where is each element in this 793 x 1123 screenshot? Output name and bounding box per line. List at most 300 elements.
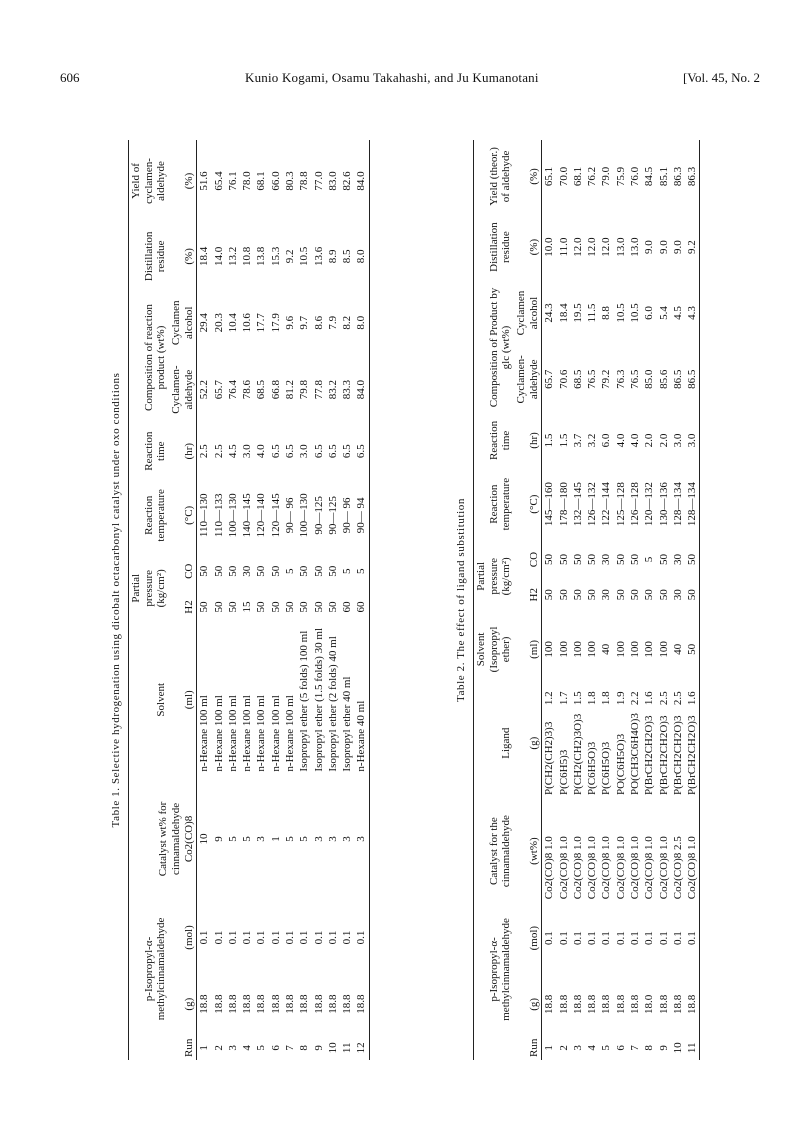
t2-sub-alcohol: Cyclamen alcohol <box>514 290 540 336</box>
t2-unit-residue: (%) <box>527 238 540 256</box>
table-cell: 5 <box>283 836 296 842</box>
table-cell: 76.0 <box>628 166 641 187</box>
table-cell: 12.0 <box>600 237 613 257</box>
table-cell: 1.7 <box>557 691 570 706</box>
table-cell: 8.0 <box>355 249 368 264</box>
table-cell: 50 <box>226 565 239 577</box>
table-cell: 130—136 <box>657 482 670 527</box>
table-cell: 66.0 <box>269 171 282 191</box>
table-cell: 1.8 <box>586 691 599 706</box>
table-row <box>254 140 268 1060</box>
table-cell: 77.0 <box>312 171 325 191</box>
table-cell: 0.1 <box>341 930 354 945</box>
table-cell: 18.8 <box>241 994 254 1014</box>
table-cell: 100 <box>543 641 556 658</box>
table-cell: 4 <box>586 1045 599 1051</box>
table-cell: 0.1 <box>657 931 670 946</box>
table-cell: 9.6 <box>283 315 296 330</box>
table-cell: 11.5 <box>586 303 599 323</box>
table-cell: 18.0 <box>643 994 656 1014</box>
table-cell: 18.8 <box>255 994 268 1014</box>
table-cell: 7 <box>628 1045 641 1051</box>
table-cell: 84.5 <box>643 166 656 187</box>
table-cell: 1.6 <box>643 691 656 706</box>
table-cell: 132—145 <box>571 482 584 527</box>
table-cell: 12.0 <box>586 237 599 257</box>
table-cell: 66.8 <box>269 379 282 400</box>
table-cell: n-Hexane 100 ml <box>269 695 282 772</box>
table-cell: 86.5 <box>671 369 684 389</box>
table-cell: 10.5 <box>298 246 311 266</box>
table-2-caption: Table 2. The effect of ligand substitution <box>455 498 467 702</box>
table-cell: 18.4 <box>557 303 570 323</box>
table-cell: 50 <box>643 589 656 601</box>
t1-col-composition: Composition of reaction product (wt%) <box>142 304 168 412</box>
t1-col-pressure: Partial pressure (kg/cm²) <box>130 569 168 608</box>
table-cell: 140—145 <box>241 493 254 538</box>
table-cell: 12.0 <box>571 237 584 257</box>
table-cell: 90—125 <box>312 496 325 535</box>
table-cell: 5 <box>600 1045 613 1051</box>
t2-unit-yield: (%) <box>527 168 540 185</box>
page-header <box>60 70 760 90</box>
table-cell: 68.5 <box>571 369 584 389</box>
table-row <box>354 140 369 1060</box>
table-cell: 75.9 <box>614 166 627 187</box>
table-cell: 8 <box>643 1045 656 1051</box>
table-row <box>671 140 685 1060</box>
table-cell: 9 <box>212 836 225 842</box>
table-cell: 3.0 <box>671 433 684 448</box>
t1-col-time: Reaction time <box>142 431 168 471</box>
table-cell: 40 <box>671 643 684 655</box>
table-cell: 40 <box>600 643 613 655</box>
t2-unit-time: (hr) <box>527 432 540 449</box>
table-cell: Co2(CO)8 1.0 <box>628 836 641 900</box>
table-cell: n-Hexane 100 ml <box>283 695 296 772</box>
page-number: 606 <box>60 70 80 85</box>
t2-col-substrate: p-Isopropyl-α-methylcinnamaldehyde <box>487 918 513 1021</box>
table-cell: 50 <box>628 554 641 566</box>
table-row <box>240 140 254 1060</box>
table-cell: 79.2 <box>600 369 613 389</box>
table-cell: 20.3 <box>212 313 225 333</box>
t2-col-catalyst: Catalyst for the cinnamaldehyde <box>487 815 513 888</box>
table-cell: 3.7 <box>571 433 584 448</box>
table-cell: 84.0 <box>355 171 368 191</box>
table-cell: P(BrCH2CH2O)3 <box>643 715 656 795</box>
table-row <box>571 140 585 1060</box>
table-2 <box>473 140 700 1060</box>
table-cell: 76.5 <box>628 369 641 389</box>
table-cell: 50 <box>543 554 556 566</box>
table-cell: 128—134 <box>686 482 699 527</box>
table-cell: 10 <box>326 1042 339 1054</box>
table-cell: 18.8 <box>341 994 354 1014</box>
table-cell: 1.2 <box>543 691 556 706</box>
table-row <box>226 140 240 1060</box>
table-cell: 18.8 <box>686 994 699 1014</box>
table-cell: 83.2 <box>326 379 339 400</box>
table-cell: 0.1 <box>600 931 613 946</box>
table-cell: 0.1 <box>269 930 282 945</box>
table-cell: 13.6 <box>312 246 325 266</box>
table-cell: 60 <box>341 601 354 613</box>
table-cell: 0.1 <box>614 931 627 946</box>
table-cell: 0.1 <box>255 930 268 945</box>
table-row <box>628 140 642 1060</box>
table-cell: 50 <box>312 565 325 577</box>
table-cell: 18.8 <box>283 994 296 1014</box>
t1-col-yield: Yield of cyclamen-aldehyde <box>130 158 168 204</box>
table-cell: 1.9 <box>614 691 627 706</box>
table-cell: 13.8 <box>255 246 268 266</box>
table-cell: 9.0 <box>643 240 656 254</box>
table-cell: 3.2 <box>586 433 599 448</box>
table-cell: 30 <box>671 589 684 601</box>
table-cell: 8 <box>298 1045 311 1051</box>
table-cell: 30 <box>600 554 613 566</box>
table-cell: P(BrCH2CH2O)3 <box>657 715 670 795</box>
table-cell: 100 <box>557 641 570 658</box>
t1-unit-g: (g) <box>182 997 195 1011</box>
table-cell: 90—125 <box>326 496 339 535</box>
table-cell: n-Hexane 100 ml <box>241 695 254 772</box>
table-cell: 100 <box>643 641 656 658</box>
table-cell: Co2(CO)8 1.0 <box>557 836 570 900</box>
t2-col-yield: Yield (theor.) of aldehyde <box>487 147 513 206</box>
table-row <box>557 140 571 1060</box>
table-cell: 0.1 <box>312 930 325 945</box>
table-cell: 52.2 <box>198 379 211 400</box>
table-cell: 7.9 <box>326 315 339 330</box>
table-cell: 110—130 <box>198 493 211 538</box>
table-cell: 90— 94 <box>355 497 368 534</box>
table-cell: 100 <box>657 641 670 658</box>
table-cell: 50 <box>543 589 556 601</box>
table-1-block <box>110 140 510 1060</box>
t1-col-run: Run <box>182 1038 195 1057</box>
table-cell: 10.0 <box>543 237 556 257</box>
table-cell: 3.0 <box>241 444 254 459</box>
table-cell: 0.1 <box>298 930 311 945</box>
table-cell: 76.1 <box>226 171 239 191</box>
table-cell: 10.4 <box>226 313 239 333</box>
table-cell: 50 <box>571 554 584 566</box>
table-cell: 18.8 <box>586 994 599 1014</box>
table-cell: 0.1 <box>586 931 599 946</box>
table-cell: 12 <box>355 1042 368 1054</box>
t1-col-catalyst: Catalyst wt% for cinnamaldehyde Co2(CO)8 <box>157 801 195 877</box>
table-cell: 3 <box>355 836 368 842</box>
table-cell: 78.6 <box>241 379 254 400</box>
table-cell: 4.0 <box>255 444 268 459</box>
table-row <box>614 140 628 1060</box>
table-cell: 86.3 <box>671 166 684 187</box>
table-cell: 4.0 <box>628 433 641 448</box>
table-cell: 18.8 <box>600 994 613 1014</box>
table-cell: 50 <box>686 643 699 655</box>
table-cell: 50 <box>326 601 339 613</box>
table-cell: 50 <box>312 601 325 613</box>
t2-unit-catalyst: (wt%) <box>527 837 540 865</box>
t1-col-temp: Reaction temperature <box>142 489 168 542</box>
table-cell: 17.7 <box>255 313 268 333</box>
table-cell: 122—144 <box>600 482 613 527</box>
t1-unit-co: CO <box>182 563 195 579</box>
table-row <box>297 140 311 1060</box>
table-cell: 18.8 <box>571 994 584 1014</box>
table-cell: 10 <box>671 1042 684 1054</box>
table-cell: 60 <box>355 601 368 613</box>
table-cell: 18.8 <box>298 994 311 1014</box>
table-cell: Co2(CO)8 1.0 <box>571 836 584 900</box>
table-cell: 30 <box>600 589 613 601</box>
table-cell: 50 <box>212 601 225 613</box>
table-cell: 3 <box>255 836 268 842</box>
table-cell: 8.8 <box>600 306 613 320</box>
t2-col-run: Run <box>527 1038 540 1057</box>
table-2-body <box>542 140 700 1060</box>
table-cell: 50 <box>298 565 311 577</box>
table-cell: 120—132 <box>643 482 656 527</box>
table-cell: 50 <box>283 601 296 613</box>
table-cell: 83.0 <box>326 171 339 191</box>
table-cell: 5 <box>283 568 296 575</box>
table-cell: 0.1 <box>212 930 225 945</box>
running-authors: Kunio Kogami, Osamu Takahashi, and Ju Kumanotani <box>245 70 539 85</box>
table-cell: 3 <box>312 836 325 842</box>
table-cell: 50 <box>198 565 211 577</box>
t1-unit-temp: (°C) <box>182 505 195 525</box>
table-cell: 5.4 <box>657 306 670 320</box>
table-cell: 9 <box>312 1045 325 1051</box>
table-cell: 1 <box>269 836 282 842</box>
t2-unit-ligand: (g) <box>527 736 540 750</box>
table-cell: 30 <box>241 565 254 577</box>
table-cell: 50 <box>198 601 211 613</box>
t2-sub-aldehyde: Cyclamen-aldehyde <box>514 355 540 404</box>
table-cell: 76.2 <box>586 166 599 187</box>
table-cell: 8.6 <box>312 315 325 330</box>
table-cell: 76.4 <box>226 379 239 400</box>
table-cell: Isopropyl ether (1.5 folds) 30 ml <box>312 627 325 772</box>
table-cell: 7 <box>283 1045 296 1051</box>
t2-col-solvent: Solvent (Isopropyl ether) <box>475 626 513 673</box>
table-cell: 85.0 <box>643 369 656 389</box>
table-cell: 29.4 <box>198 313 211 333</box>
table-cell: 18.8 <box>226 994 239 1014</box>
table-cell: 18.8 <box>657 994 670 1014</box>
table-cell: 50 <box>226 601 239 613</box>
table-cell: 125—128 <box>614 482 627 527</box>
t2-unit-mol: (mol) <box>527 925 540 951</box>
table-cell: 30 <box>671 554 684 566</box>
table-cell: 76.3 <box>614 369 627 389</box>
table-cell: 9.7 <box>298 315 311 330</box>
table-row <box>212 140 226 1060</box>
table-row <box>340 140 354 1060</box>
table-cell: 18.8 <box>557 994 570 1014</box>
table-cell: 10.6 <box>241 313 254 333</box>
table-cell: 8.2 <box>341 315 354 330</box>
table-cell: 9 <box>657 1045 670 1051</box>
t1-unit-ml: (ml) <box>182 690 195 710</box>
table-2-block <box>455 140 775 1060</box>
t2-col-composition: Composition of Product by glc (wt%) <box>487 287 513 408</box>
table-cell: 78.8 <box>298 171 311 191</box>
table-cell: 11 <box>341 1042 354 1054</box>
table-cell: 15 <box>241 601 254 613</box>
table-cell: 9.0 <box>671 240 684 254</box>
table-cell: 2.2 <box>628 691 641 706</box>
table-cell: 100 <box>586 641 599 658</box>
table-cell: 2 <box>557 1045 570 1051</box>
table-cell: 0.1 <box>671 931 684 946</box>
table-cell: 50 <box>686 589 699 601</box>
table-cell: 0.1 <box>355 930 368 945</box>
table-cell: 18.8 <box>614 994 627 1014</box>
table-cell: 50 <box>326 565 339 577</box>
table-cell: 1.5 <box>543 433 556 448</box>
t1-col-solvent: Solvent <box>155 682 168 717</box>
table-cell: 0.1 <box>686 931 699 946</box>
table-cell: 4.5 <box>226 444 239 459</box>
table-cell: 2.5 <box>198 444 211 459</box>
table-cell: 65.7 <box>212 379 225 400</box>
table-cell: 0.1 <box>628 931 641 946</box>
table-cell: 0.1 <box>571 931 584 946</box>
table-cell: 86.3 <box>686 166 699 187</box>
table-cell: 1 <box>543 1045 556 1051</box>
table-cell: Co2(CO)8 1.0 <box>543 836 556 900</box>
table-cell: 2.0 <box>657 433 670 448</box>
table-cell: 65.7 <box>543 369 556 389</box>
table-cell: 100 <box>628 641 641 658</box>
table-cell: 3.0 <box>298 444 311 459</box>
table-cell: 4.3 <box>686 306 699 320</box>
table-cell: Isopropyl ether (2 folds) 40 ml <box>326 636 339 772</box>
table-cell: 0.1 <box>241 930 254 945</box>
table-cell: 6.5 <box>269 444 282 459</box>
table-cell: 78.0 <box>241 171 254 191</box>
table-cell: 145—160 <box>543 482 556 527</box>
table-cell: 15.3 <box>269 246 282 266</box>
table-cell: 6.5 <box>312 444 325 459</box>
table-cell: 79.8 <box>298 379 311 400</box>
table-cell: 9.2 <box>283 249 296 264</box>
table-cell: 50 <box>298 601 311 613</box>
table-1-caption: Table 1. Selective hydrogenation using dicobalt octacarbonyl catalyst under oxo conditions <box>110 372 122 828</box>
table-cell: PO(C6H5O)3 <box>614 733 627 795</box>
table-cell: 6.5 <box>355 444 368 459</box>
table-cell: 0.1 <box>326 930 339 945</box>
table-cell: 50 <box>614 554 627 566</box>
table-cell: P(C6H5O)3 <box>600 741 613 795</box>
table-row <box>542 140 557 1060</box>
table-cell: Isopropyl ether 40 ml <box>341 676 354 772</box>
t1-sub-alcohol: Cyclamen alcohol <box>169 300 195 346</box>
table-cell: 126—132 <box>586 482 599 527</box>
table-cell: 70.6 <box>557 369 570 389</box>
table-cell: 18.8 <box>628 994 641 1014</box>
table-cell: 83.3 <box>341 379 354 400</box>
t1-col-residue: Distillation residue <box>142 231 168 282</box>
table-cell: PO(CH3C6H4O)3 <box>628 713 641 795</box>
table-cell: 11 <box>686 1042 699 1054</box>
table-cell: 90— 96 <box>283 497 296 534</box>
table-cell: Co2(CO)8 1.0 <box>657 836 670 900</box>
table-row <box>283 140 297 1060</box>
table-cell: 50 <box>269 565 282 577</box>
table-cell: 8.5 <box>341 249 354 264</box>
table-cell: 65.4 <box>212 171 225 191</box>
table-cell: 50 <box>557 554 570 566</box>
table-cell: 19.5 <box>571 303 584 323</box>
table-row <box>685 140 700 1060</box>
table-cell: 9.2 <box>686 240 699 254</box>
table-cell: 6.0 <box>600 433 613 448</box>
table-cell: 5 <box>341 568 354 575</box>
table-cell: 3 <box>326 836 339 842</box>
table-cell: 10 <box>198 833 211 845</box>
table-1 <box>128 140 370 1060</box>
table-cell: 5 <box>255 1045 268 1051</box>
table-cell: 6.0 <box>643 306 656 320</box>
table-cell: 3 <box>571 1045 584 1051</box>
t1-unit-residue: (%) <box>182 248 195 265</box>
table-cell: 13.2 <box>226 246 239 266</box>
t2-unit-co: CO <box>527 551 540 568</box>
t1-unit-time: (hr) <box>182 442 195 460</box>
table-cell: 18.8 <box>355 994 368 1014</box>
table-cell: 18.4 <box>198 246 211 266</box>
table-cell: 2.5 <box>671 691 684 706</box>
table-cell: 0.1 <box>198 930 211 945</box>
table-cell: Co2(CO)8 1.0 <box>614 836 627 900</box>
table-cell: 51.6 <box>198 171 211 191</box>
table-cell: P(C6H5)3 <box>557 749 570 795</box>
table-cell: 50 <box>657 554 670 566</box>
table-cell: 5 <box>355 568 368 575</box>
table-cell: Co2(CO)8 1.0 <box>686 836 699 900</box>
table-cell: 84.0 <box>355 379 368 400</box>
table-cell: 24.3 <box>543 303 556 323</box>
table-cell: 1.8 <box>600 691 613 706</box>
table-cell: 4.0 <box>614 433 627 448</box>
table-cell: 80.3 <box>283 171 296 191</box>
table-row <box>326 140 340 1060</box>
table-cell: 6.5 <box>283 444 296 459</box>
table-cell: Co2(CO)8 2.5 <box>671 836 684 900</box>
table-cell: 0.1 <box>543 931 556 946</box>
t2-col-pressure: Partial pressure (kg/cm²) <box>475 557 513 596</box>
table-cell: 2.5 <box>212 444 225 459</box>
table-cell: 2.5 <box>657 691 670 706</box>
t2-col-residue: Distillation residue <box>487 222 513 272</box>
table-cell: Co2(CO)8 1.0 <box>643 836 656 900</box>
table-row <box>642 140 656 1060</box>
table-row <box>312 140 326 1060</box>
table-cell: 13.0 <box>614 237 627 257</box>
table-cell: Isopropyl ether (5 folds) 100 ml <box>298 630 311 772</box>
table-cell: 50 <box>212 565 225 577</box>
table-cell: n-Hexane 100 ml <box>226 695 239 772</box>
table-cell: 1 <box>198 1045 211 1051</box>
table-cell: 120—140 <box>255 493 268 538</box>
table-cell: 68.5 <box>255 379 268 400</box>
t1-sub-aldehyde: Cyclamen-aldehyde <box>169 365 195 414</box>
